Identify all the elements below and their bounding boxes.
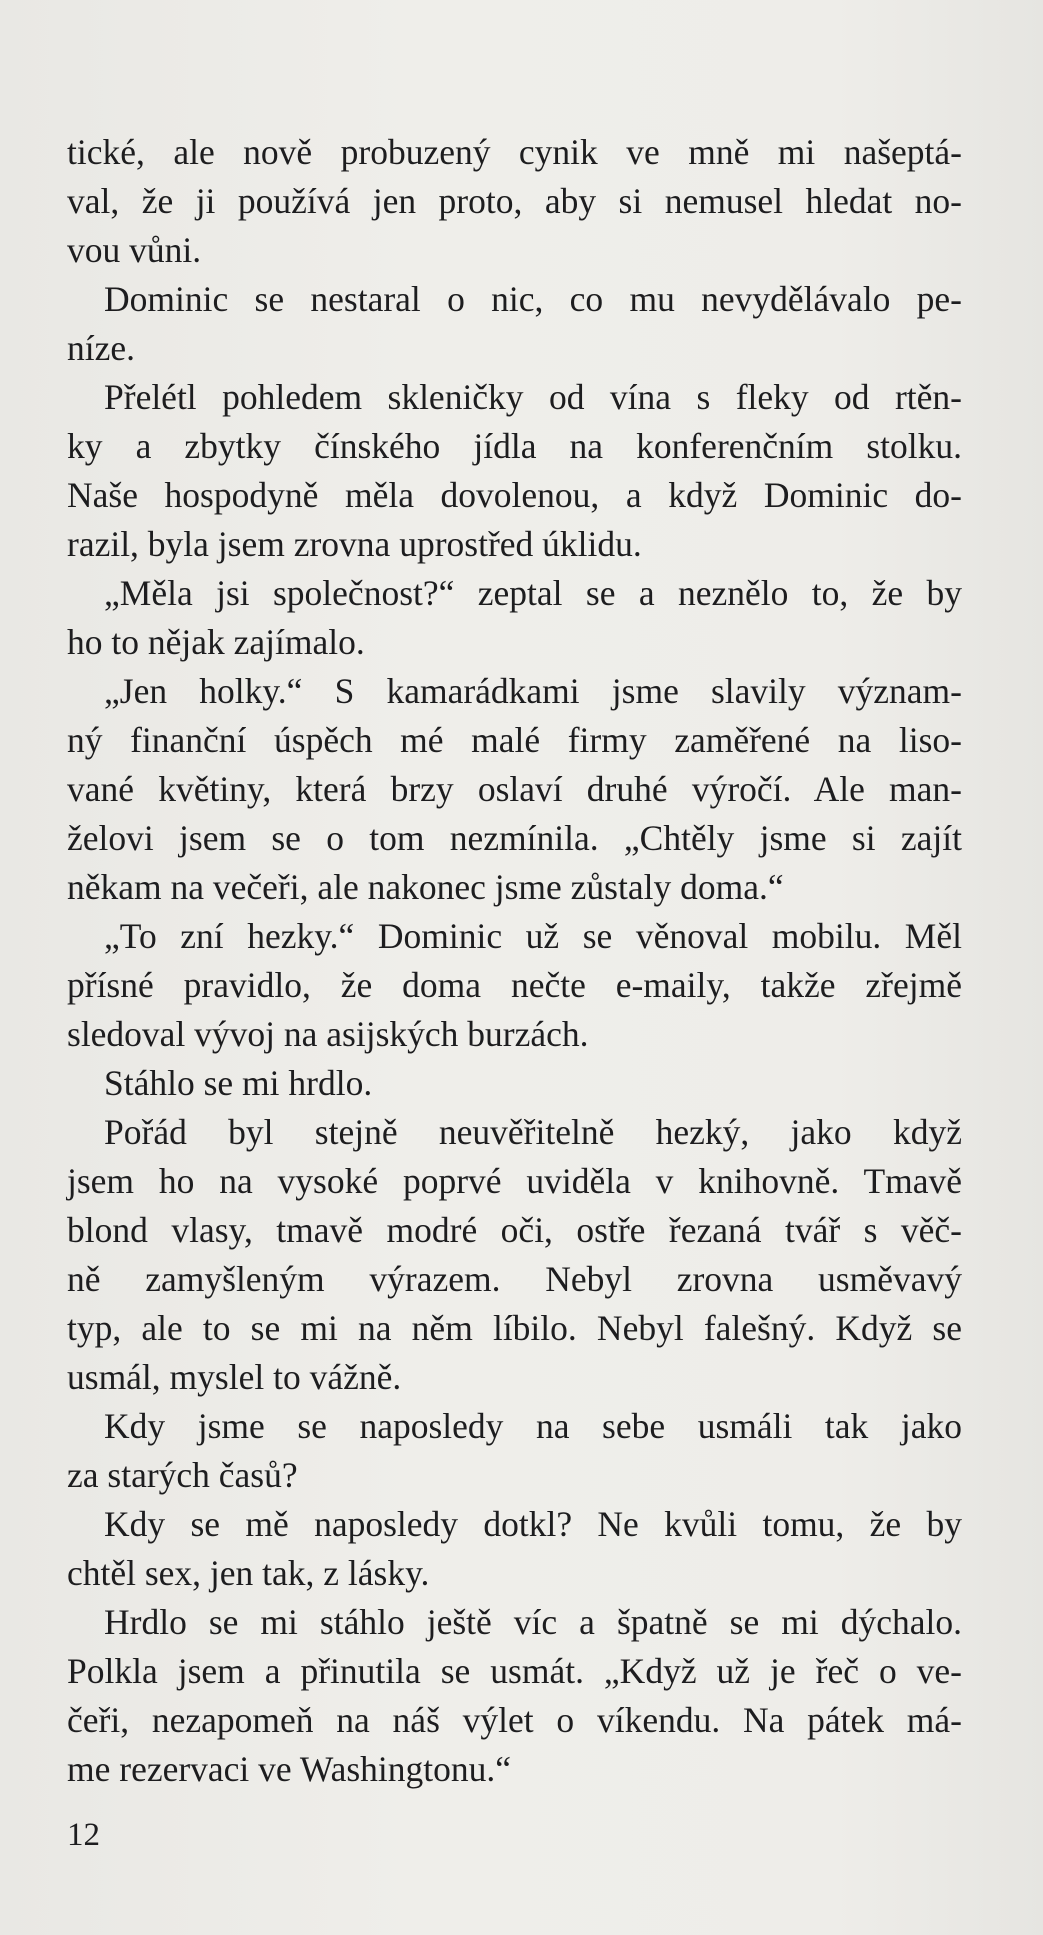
text-line: ky a zbytky čínského jídla na konferenčním stolku. [67, 426, 962, 466]
body-text [67, 128, 962, 1794]
text-line: někam na večeři, ale nakonec jsme zůstaly doma.“ [67, 867, 784, 907]
text-line: Hrdlo se mi stáhlo ještě víc a špatně se mi dýchalo. [104, 1602, 962, 1642]
text-line: „Měla jsi společnost?“ zeptal se a neznělo to, že by [104, 573, 962, 613]
page-number: 12 [67, 1817, 100, 1853]
text-line: ně zamyšleným výrazem. Nebyl zrovna usměvavý [67, 1259, 962, 1299]
text-line: usmál, myslel to vážně. [67, 1357, 402, 1397]
text-line: tické, ale nově probuzený cynik ve mně mi našeptá- [67, 132, 962, 172]
text-line: želovi jsem se o tom nezmínila. „Chtěly jsme si zajít [67, 818, 962, 858]
text-line: Kdy se mě naposledy dotkl? Ne kvůli tomu, že by [104, 1504, 962, 1544]
text-line: „To zní hezky.“ Dominic už se věnoval mobilu. Měl [104, 916, 962, 956]
text-line: me rezervaci ve Washingtonu.“ [67, 1749, 511, 1789]
text-line: čeři, nezapomeň na náš výlet o víkendu. Na pátek má- [67, 1700, 962, 1740]
text-line: Kdy jsme se naposledy na sebe usmáli tak jako [104, 1406, 962, 1446]
text-line: vou vůni. [67, 230, 202, 270]
text-line: níze. [67, 328, 136, 368]
text-line: jsem ho na vysoké poprvé uviděla v knihovně. Tmavě [67, 1161, 962, 1201]
text-line: vané květiny, která brzy oslaví druhé výročí. Ale man- [67, 769, 962, 809]
text-line: „Jen holky.“ S kamarádkami jsme slavily význam- [104, 671, 962, 711]
text-line: ho to nějak zajímalo. [67, 622, 365, 662]
text-line: val, že ji používá jen proto, aby si nemusel hledat no- [67, 181, 962, 221]
text-line: za starých časů? [67, 1455, 298, 1495]
text-line: ný finanční úspěch mé malé firmy zaměřené na liso- [67, 720, 962, 760]
text-line: Stáhlo se mi hrdlo. [104, 1063, 373, 1103]
text-line: chtěl sex, jen tak, z lásky. [67, 1553, 430, 1593]
text-line: sledoval vývoj na asijských burzách. [67, 1014, 589, 1054]
text-line: razil, byla jsem zrovna uprostřed úklidu. [67, 524, 642, 564]
text-line: Pořád byl stejně neuvěřitelně hezký, jako když [104, 1112, 962, 1152]
text-line: blond vlasy, tmavě modré oči, ostře řezaná tvář s věč- [67, 1210, 962, 1250]
text-line: Polkla jsem a přinutila se usmát. „Když už je řeč o ve- [67, 1651, 962, 1691]
text-line: Přelétl pohledem skleničky od vína s fleky od rtěn- [104, 377, 962, 417]
text-line: Dominic se nestaral o nic, co mu nevydělávalo pe- [104, 279, 962, 319]
text-line: přísné pravidlo, že doma nečte e-maily, takže zřejmě [67, 965, 962, 1005]
text-line: Naše hospodyně měla dovolenou, a když Dominic do- [67, 475, 962, 515]
text-line: typ, ale to se mi na něm líbilo. Nebyl falešný. Když se [67, 1308, 962, 1348]
